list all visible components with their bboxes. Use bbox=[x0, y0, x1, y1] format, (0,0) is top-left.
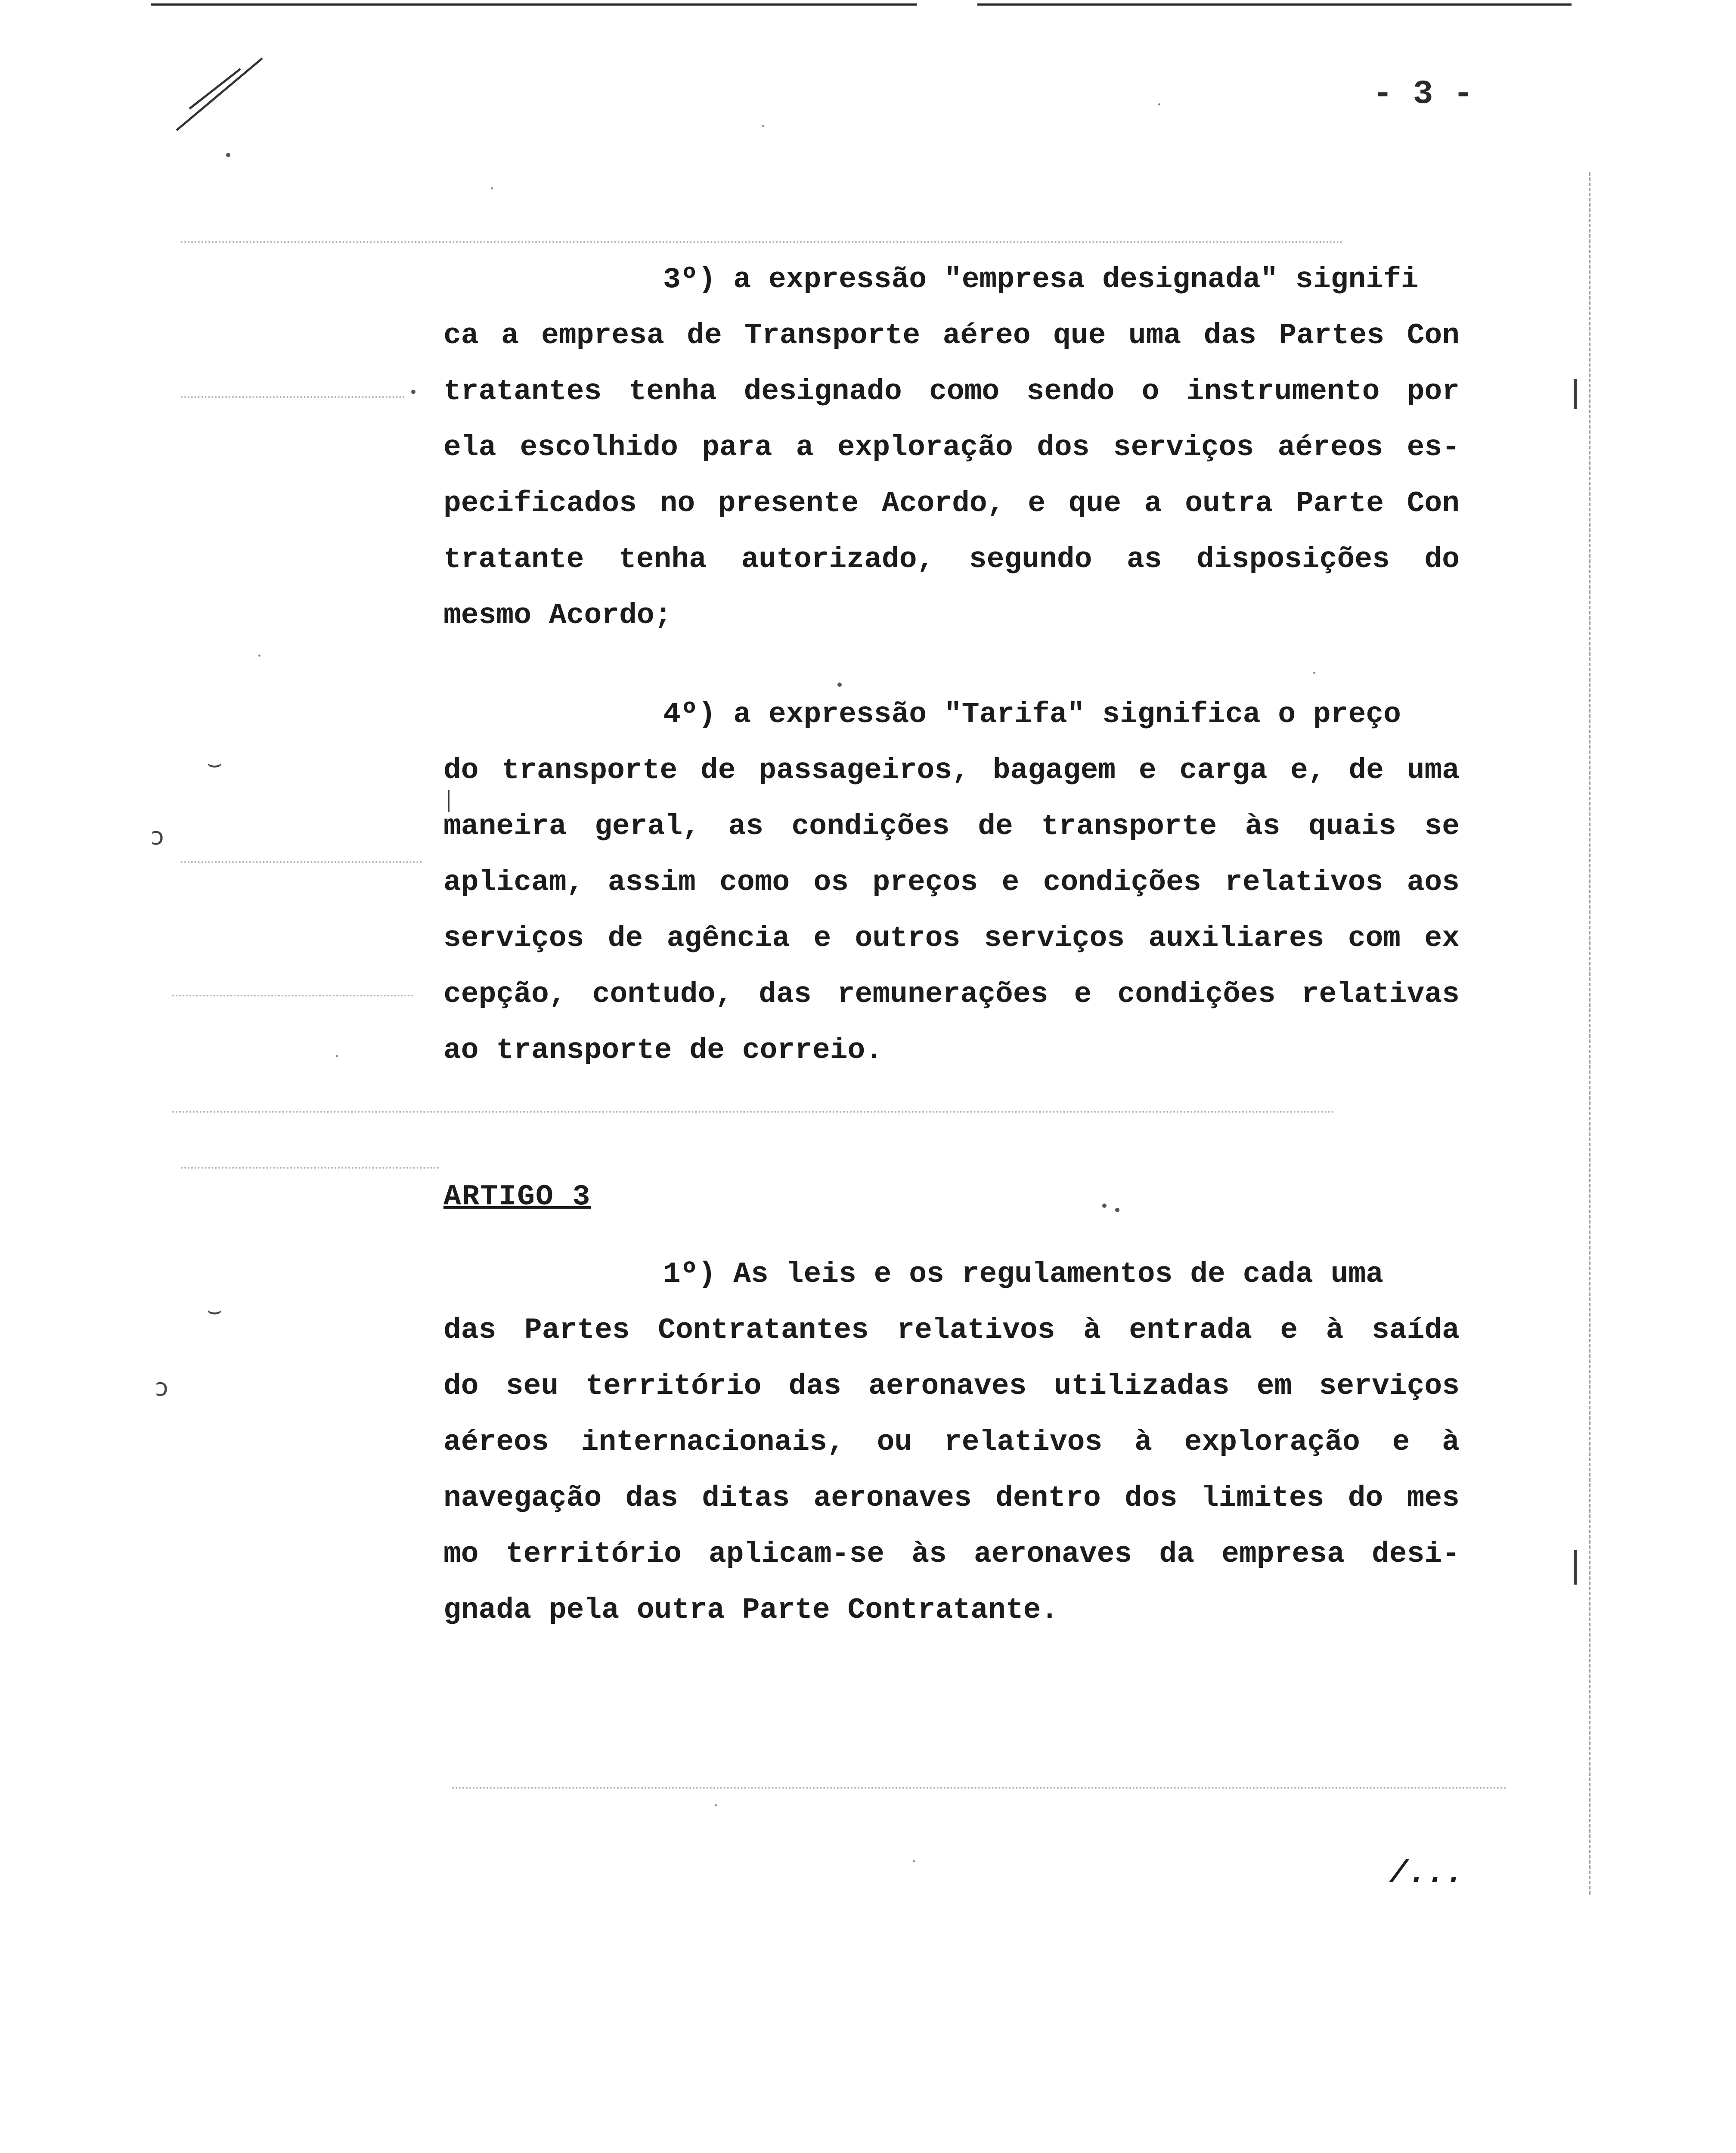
margin-mark: ⌣ bbox=[207, 1296, 223, 1324]
scan-smudge bbox=[172, 995, 413, 1002]
text-line: navegação das ditas aeronaves dentro dos limites do mes bbox=[443, 1482, 1460, 1515]
text-line: tratantes tenha designado como sendo o instrumento por bbox=[443, 375, 1460, 408]
text-line: maneira geral, as condições de transporte às quais se bbox=[443, 810, 1460, 843]
text-line: ca a empresa de Transporte aéreo que uma das Partes Con bbox=[443, 319, 1460, 352]
scan-speck bbox=[336, 1055, 338, 1057]
text-line: mo território aplicam-se às aeronaves da empresa desi- bbox=[443, 1538, 1460, 1571]
text-line: cepção, contudo, das remunerações e condições relativas bbox=[443, 978, 1460, 1011]
text-line: gnada pela outra Parte Contratante. bbox=[443, 1594, 1059, 1627]
text-line: do transporte de passageiros, bagagem e carga e, de uma bbox=[443, 754, 1460, 787]
margin-mark: ↄ bbox=[155, 1374, 168, 1402]
margin-mark: ⌣ bbox=[207, 749, 223, 777]
scan-smudge bbox=[181, 396, 405, 404]
text-line: do seu território das aeronaves utilizadas em serviços bbox=[443, 1370, 1460, 1403]
margin-mark: ↄ bbox=[151, 822, 164, 850]
text-line: aplicam, assim como os preços e condições relativos aos bbox=[443, 866, 1460, 899]
ink-dot bbox=[411, 390, 415, 394]
ink-slash-mark bbox=[176, 57, 263, 131]
binding-edge-line bbox=[1589, 172, 1590, 1895]
ink-dot bbox=[1115, 1208, 1119, 1212]
text-line: 1º) As leis e os regulamentos de cada uma bbox=[663, 1258, 1384, 1291]
page-number: - 3 - bbox=[1372, 75, 1474, 113]
ink-tick-mark bbox=[1574, 379, 1577, 409]
continuation-mark: /... bbox=[1389, 1856, 1464, 1891]
top-border-rule bbox=[151, 3, 917, 6]
scan-speck bbox=[491, 187, 493, 189]
top-border-rule bbox=[977, 3, 1572, 6]
text-line: das Partes Contratantes relativos à entrada e à saída bbox=[443, 1314, 1460, 1347]
article-heading: ARTIGO 3 bbox=[443, 1180, 591, 1213]
text-line: 4º) a expressão "Tarifa" significa o preço bbox=[663, 698, 1401, 731]
ink-dot bbox=[1102, 1204, 1107, 1208]
scan-speck bbox=[1313, 672, 1315, 674]
text-line: 3º) a expressão "empresa designada" signifi bbox=[663, 263, 1419, 296]
scan-smudge bbox=[172, 1111, 1335, 1119]
scan-smudge bbox=[181, 861, 422, 869]
scan-speck bbox=[715, 1804, 717, 1806]
text-line: aéreos internacionais, ou relativos à exploração e à bbox=[443, 1426, 1460, 1459]
scan-smudge bbox=[452, 1787, 1507, 1795]
text-line: serviços de agência e outros serviços auxiliares com ex bbox=[443, 922, 1460, 955]
scan-smudge bbox=[181, 241, 1343, 249]
ink-dot bbox=[226, 153, 230, 157]
scan-speck bbox=[913, 1860, 915, 1862]
text-line: ao transporte de correio. bbox=[443, 1034, 883, 1067]
text-line: ela escolhido para a exploração dos serviços aéreos es- bbox=[443, 431, 1460, 464]
text-line: mesmo Acordo; bbox=[443, 599, 672, 632]
text-line: tratante tenha autorizado, segundo as disposições do bbox=[443, 543, 1460, 576]
ink-dot bbox=[837, 683, 842, 687]
text-line: pecificados no presente Acordo, e que a outra Parte Con bbox=[443, 487, 1460, 520]
ink-tick-mark bbox=[1574, 1550, 1577, 1585]
scan-speck bbox=[762, 125, 764, 127]
ink-slash-mark bbox=[189, 68, 241, 109]
scan-smudge bbox=[181, 1167, 439, 1175]
scan-speck bbox=[1158, 103, 1160, 105]
scan-speck bbox=[258, 655, 260, 657]
